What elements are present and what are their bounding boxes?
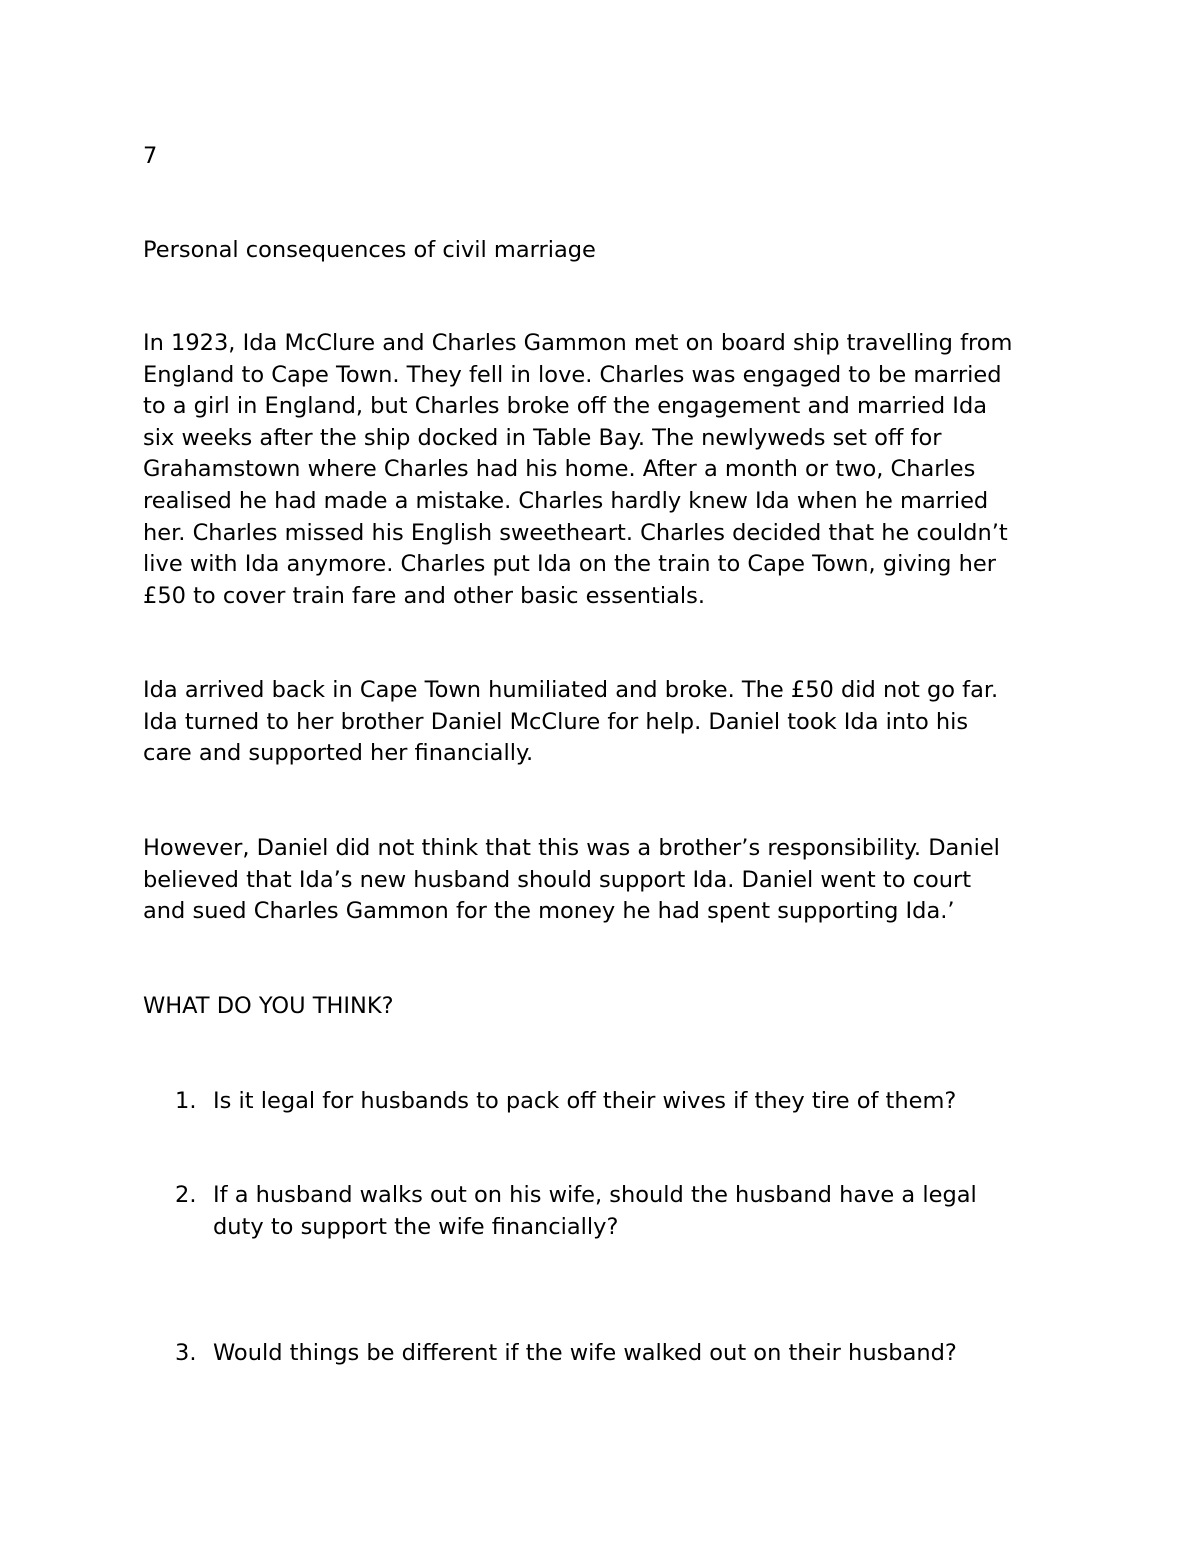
paragraph-line: and sued Charles Gammon for the money he had spent supporting Ida.’: [143, 898, 955, 925]
paragraph-line: live with Ida anymore. Charles put Ida on the train to Cape Town, giving her: [143, 551, 996, 578]
question-line: If a husband walks out on his wife, should the husband have a legal: [213, 1182, 977, 1208]
paragraph-line: six weeks after the ship docked in Table Bay. The newlyweds set off for: [143, 424, 942, 451]
paragraph-line: believed that Ida’s new husband should support Ida. Daniel went to court: [143, 866, 972, 893]
question-number: 1.: [175, 1088, 197, 1114]
question-line: Would things be different if the wife walked out on their husband?: [213, 1340, 957, 1366]
section-heading: WHAT DO YOU THINK?: [143, 993, 394, 1019]
paragraph-1: [143, 328, 1012, 612]
page-number: 7: [143, 143, 158, 169]
paragraph-line: her. Charles missed his English sweetheart. Charles decided that he couldn’t: [143, 519, 1008, 546]
document-heading: Personal consequences of civil marriage: [143, 237, 596, 263]
question-text: [213, 1180, 977, 1243]
document-page: [143, 0, 1063, 1553]
question-number: 2.: [175, 1182, 197, 1208]
question-text: [213, 1086, 956, 1118]
paragraph-2: [143, 675, 998, 770]
paragraph-line: care and supported her financially.: [143, 740, 534, 767]
paragraph-line: Ida turned to her brother Daniel McClure for help. Daniel took Ida into his: [143, 708, 969, 735]
paragraph-line: Ida arrived back in Cape Town humiliated and broke. The £50 did not go far.: [143, 677, 999, 703]
paragraph-line: to a girl in England, but Charles broke off the engagement and married Ida: [143, 393, 988, 420]
paragraph-line: England to Cape Town. They fell in love. Charles was engaged to be married: [143, 361, 1002, 388]
paragraph-line: Grahamstown where Charles had his home. After a month or two, Charles: [143, 456, 976, 483]
question-number: 3.: [175, 1340, 197, 1366]
question-line: Is it legal for husbands to pack off their wives if they tire of them?: [213, 1088, 957, 1114]
paragraph-line: However, Daniel did not think that this was a brother’s responsibility. Daniel: [143, 835, 1000, 861]
question-text: [213, 1338, 957, 1370]
question-line: duty to support the wife financially?: [213, 1213, 619, 1240]
paragraph-3: [143, 833, 1000, 928]
paragraph-line: realised he had made a mistake. Charles hardly knew Ida when he married: [143, 487, 989, 514]
paragraph-line: £50 to cover train fare and other basic essentials.: [143, 582, 706, 609]
paragraph-line: In 1923, Ida McClure and Charles Gammon met on board ship travelling from: [143, 330, 1013, 356]
